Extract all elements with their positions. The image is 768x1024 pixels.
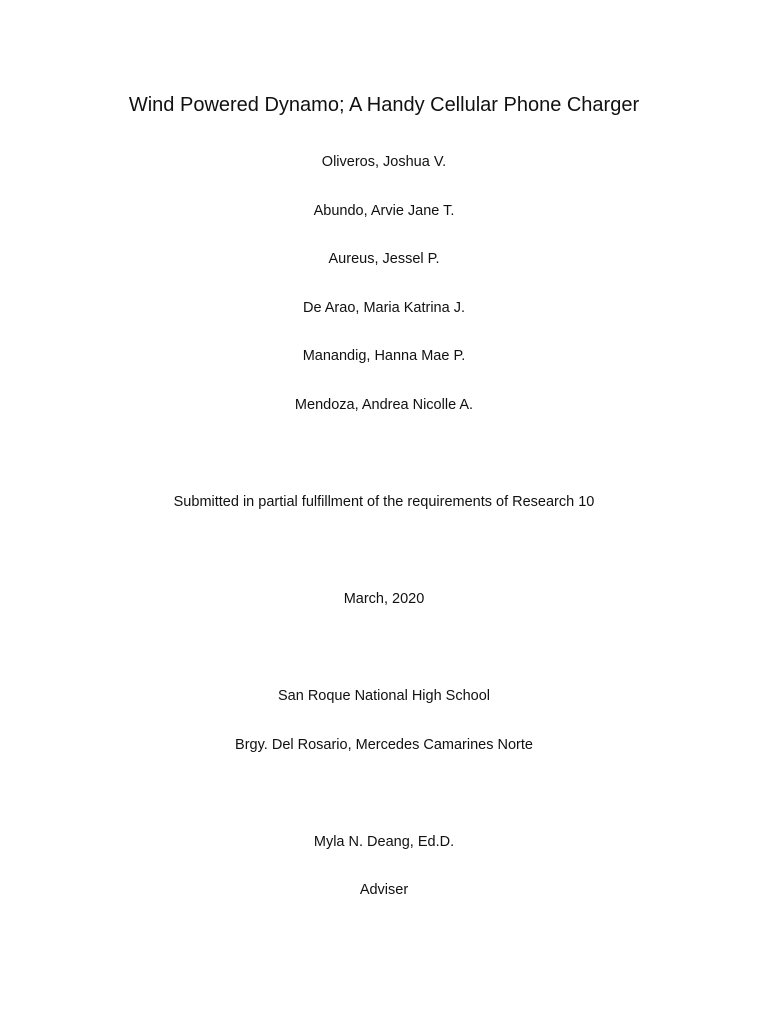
adviser-role: Adviser [359, 882, 409, 898]
author-name: Mendoza, Andrea Nicolle A. [294, 397, 474, 413]
author-name: Abundo, Arvie Jane T. [313, 203, 455, 219]
author-name: Oliveros, Joshua V. [321, 154, 447, 170]
adviser-name: Myla N. Deang, Ed.D. [313, 834, 455, 850]
submission-date: March, 2020 [343, 591, 425, 607]
submission-statement: Submitted in partial fulfillment of the requirements of Research 10 [173, 494, 595, 510]
school-name: San Roque National High School [278, 688, 490, 704]
document-title: Wind Powered Dynamo; A Handy Cellular Phone Charger [128, 94, 640, 116]
school-address: Brgy. Del Rosario, Mercedes Camarines Norte [235, 737, 533, 753]
author-name: Aureus, Jessel P. [328, 251, 440, 267]
author-name: Manandig, Hanna Mae P. [302, 348, 466, 364]
author-name: De Arao, Maria Katrina J. [303, 300, 465, 316]
